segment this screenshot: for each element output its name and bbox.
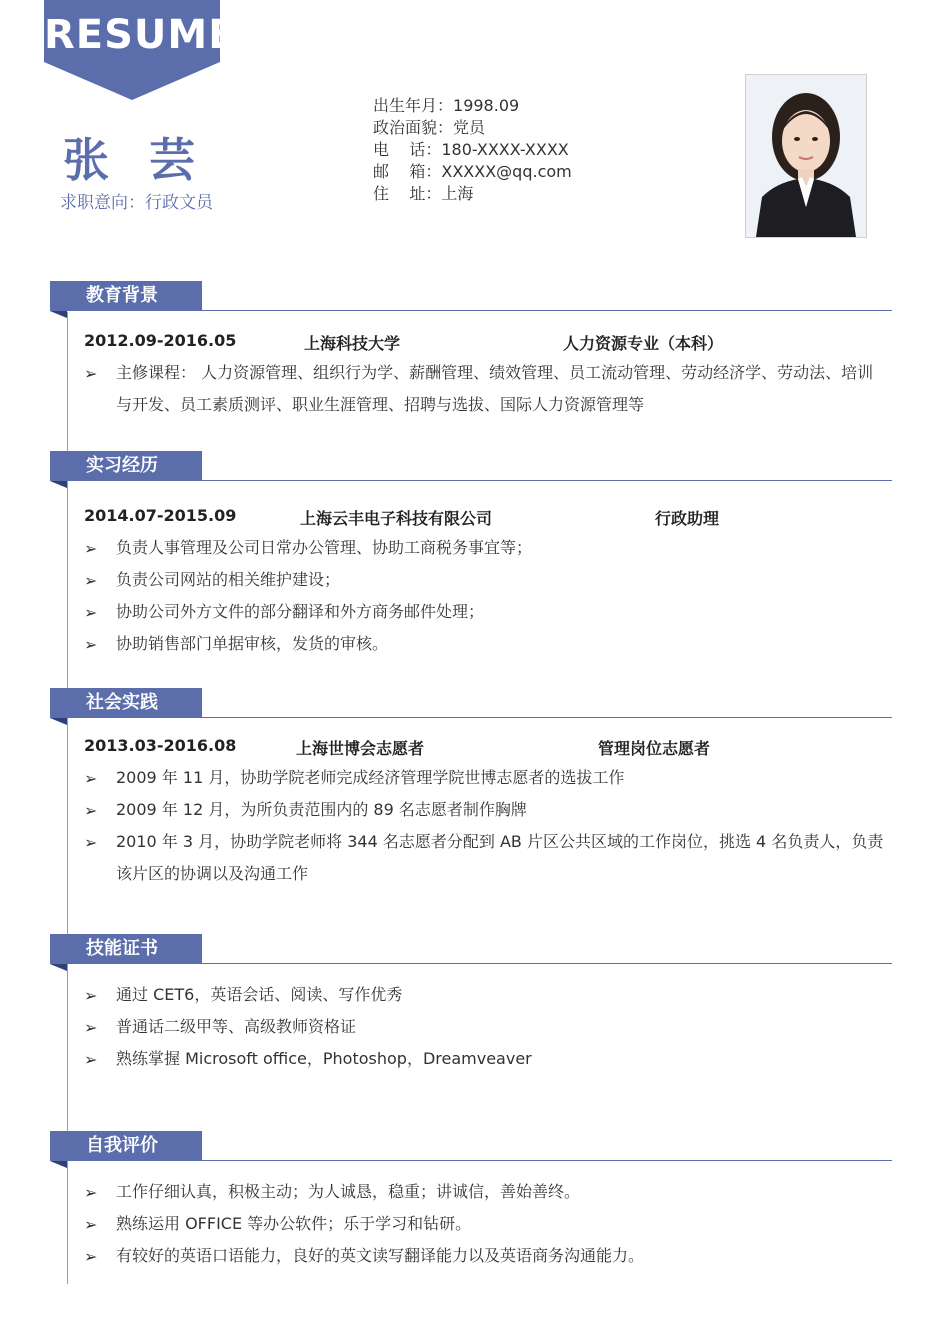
internship-date: 2014.07-2015.09 [84,506,237,525]
practice-date: 2013.03-2016.08 [84,736,237,755]
info-value: 上海 [441,184,474,203]
section-divider [202,717,892,718]
internship-role: 行政助理 [655,509,720,528]
self-item: 有较好的英语口语能力，良好的英文读写翻译能力以及英语商务沟通能力。 [116,1246,645,1265]
bullet-icon: ➢ [84,1183,98,1202]
section-title-skills: 技能证书 [50,934,202,964]
practice-item: 2009 年 11 月，协助学院老师完成经济管理学院世博志愿者的选拔工作 [116,768,625,787]
bullet-icon: ➢ [84,1050,98,1069]
portrait-photo-icon [746,75,866,237]
job-objective: 求职意向：行政文员 [60,193,213,213]
section-fold-decoration [50,718,67,725]
practice-item: 2009 年 12 月，为所负责范围内的 89 名志愿者制作胸牌 [116,800,527,819]
section-divider [202,1160,892,1161]
info-value: 180-XXXX-XXXX [441,140,569,159]
info-value: 党员 [453,118,486,137]
bullet-icon: ➢ [84,1247,98,1266]
profile-photo [745,74,867,238]
section-title-education: 教育背景 [50,281,202,311]
education-courses: 主修课程： 人力资源管理、组织行为学、薪酬管理、绩效管理、员工流动管理、劳动经济学、劳动法、培训与开发、员工素质测评、职业生涯管理、招聘与选拔、国际人力资源管理等 [116,363,874,414]
candidate-name: 张 芸 [62,133,207,187]
section-divider [202,963,892,964]
bullet-icon: ➢ [84,539,98,558]
bullet-icon: ➢ [84,635,98,654]
self-item: 工作仔细认真，积极主动；为人诚恳，稳重；讲诚信，善始善终。 [116,1182,581,1201]
info-label: 政治面貌： [373,118,454,137]
bullet-icon: ➢ [84,1215,98,1234]
info-row-phone [373,139,572,161]
internship-item: 负责公司网站的相关维护建设； [116,570,341,589]
info-value: 1998.09 [453,96,520,115]
info-label: 住 址： [373,184,442,203]
bullet-icon: ➢ [84,833,98,852]
info-row-address [373,183,572,205]
section-title-self: 自我评价 [50,1131,202,1161]
internship-company: 上海云丰电子科技有限公司 [300,509,493,528]
resume-banner [44,0,237,100]
info-row-birth [373,95,572,117]
bullet-icon: ➢ [84,364,98,383]
bullet-icon: ➢ [84,1018,98,1037]
info-label: 出生年月： [373,96,454,115]
internship-item: 协助销售部门单据审核，发货的审核。 [116,634,389,653]
info-row-political [373,117,572,139]
skill-item: 熟练掌握 Microsoft office，Photoshop，Dreamveaver [116,1049,532,1068]
self-item: 熟练运用 OFFICE 等办公软件；乐于学习和钻研。 [116,1214,472,1233]
practice-item: 2010 年 3 月，协助学院老师将 344 名志愿者分配到 AB 片区公共区域的工作岗位，挑选 4 名负责人，负责该片区的协调以及沟通工作 [116,832,884,883]
section-fold-decoration [50,964,67,971]
section-fold-decoration [50,1161,67,1168]
banner-title: RESUME [44,12,237,58]
info-label: 电 话： [373,140,442,159]
practice-role: 管理岗位志愿者 [598,739,711,758]
bullet-icon: ➢ [84,603,98,622]
section-title-internship: 实习经历 [50,451,202,481]
section-divider [202,480,892,481]
internship-item: 负责人事管理及公司日常办公管理、协助工商税务事宜等； [116,538,533,557]
skill-item: 通过 CET6，英语会话、阅读、写作优秀 [116,985,403,1004]
section-fold-decoration [50,311,67,318]
education-major: 人力资源专业（本科） [563,334,724,353]
section-title-practice: 社会实践 [50,688,202,718]
skill-item: 普通话二级甲等、高级教师资格证 [116,1017,357,1036]
section-divider [202,310,892,311]
info-value: XXXXX@qq.com [441,162,572,181]
info-label: 邮 箱： [373,162,442,181]
education-date: 2012.09-2016.05 [84,331,237,350]
education-school: 上海科技大学 [304,334,401,353]
practice-org: 上海世博会志愿者 [296,739,425,758]
bullet-icon: ➢ [84,769,98,788]
bullet-icon: ➢ [84,801,98,820]
section-fold-decoration [50,481,67,488]
bullet-icon: ➢ [84,986,98,1005]
personal-info [373,95,572,205]
internship-item: 协助公司外方文件的部分翻译和外方商务邮件处理； [116,602,485,621]
info-row-email [373,161,572,183]
bullet-icon: ➢ [84,571,98,590]
